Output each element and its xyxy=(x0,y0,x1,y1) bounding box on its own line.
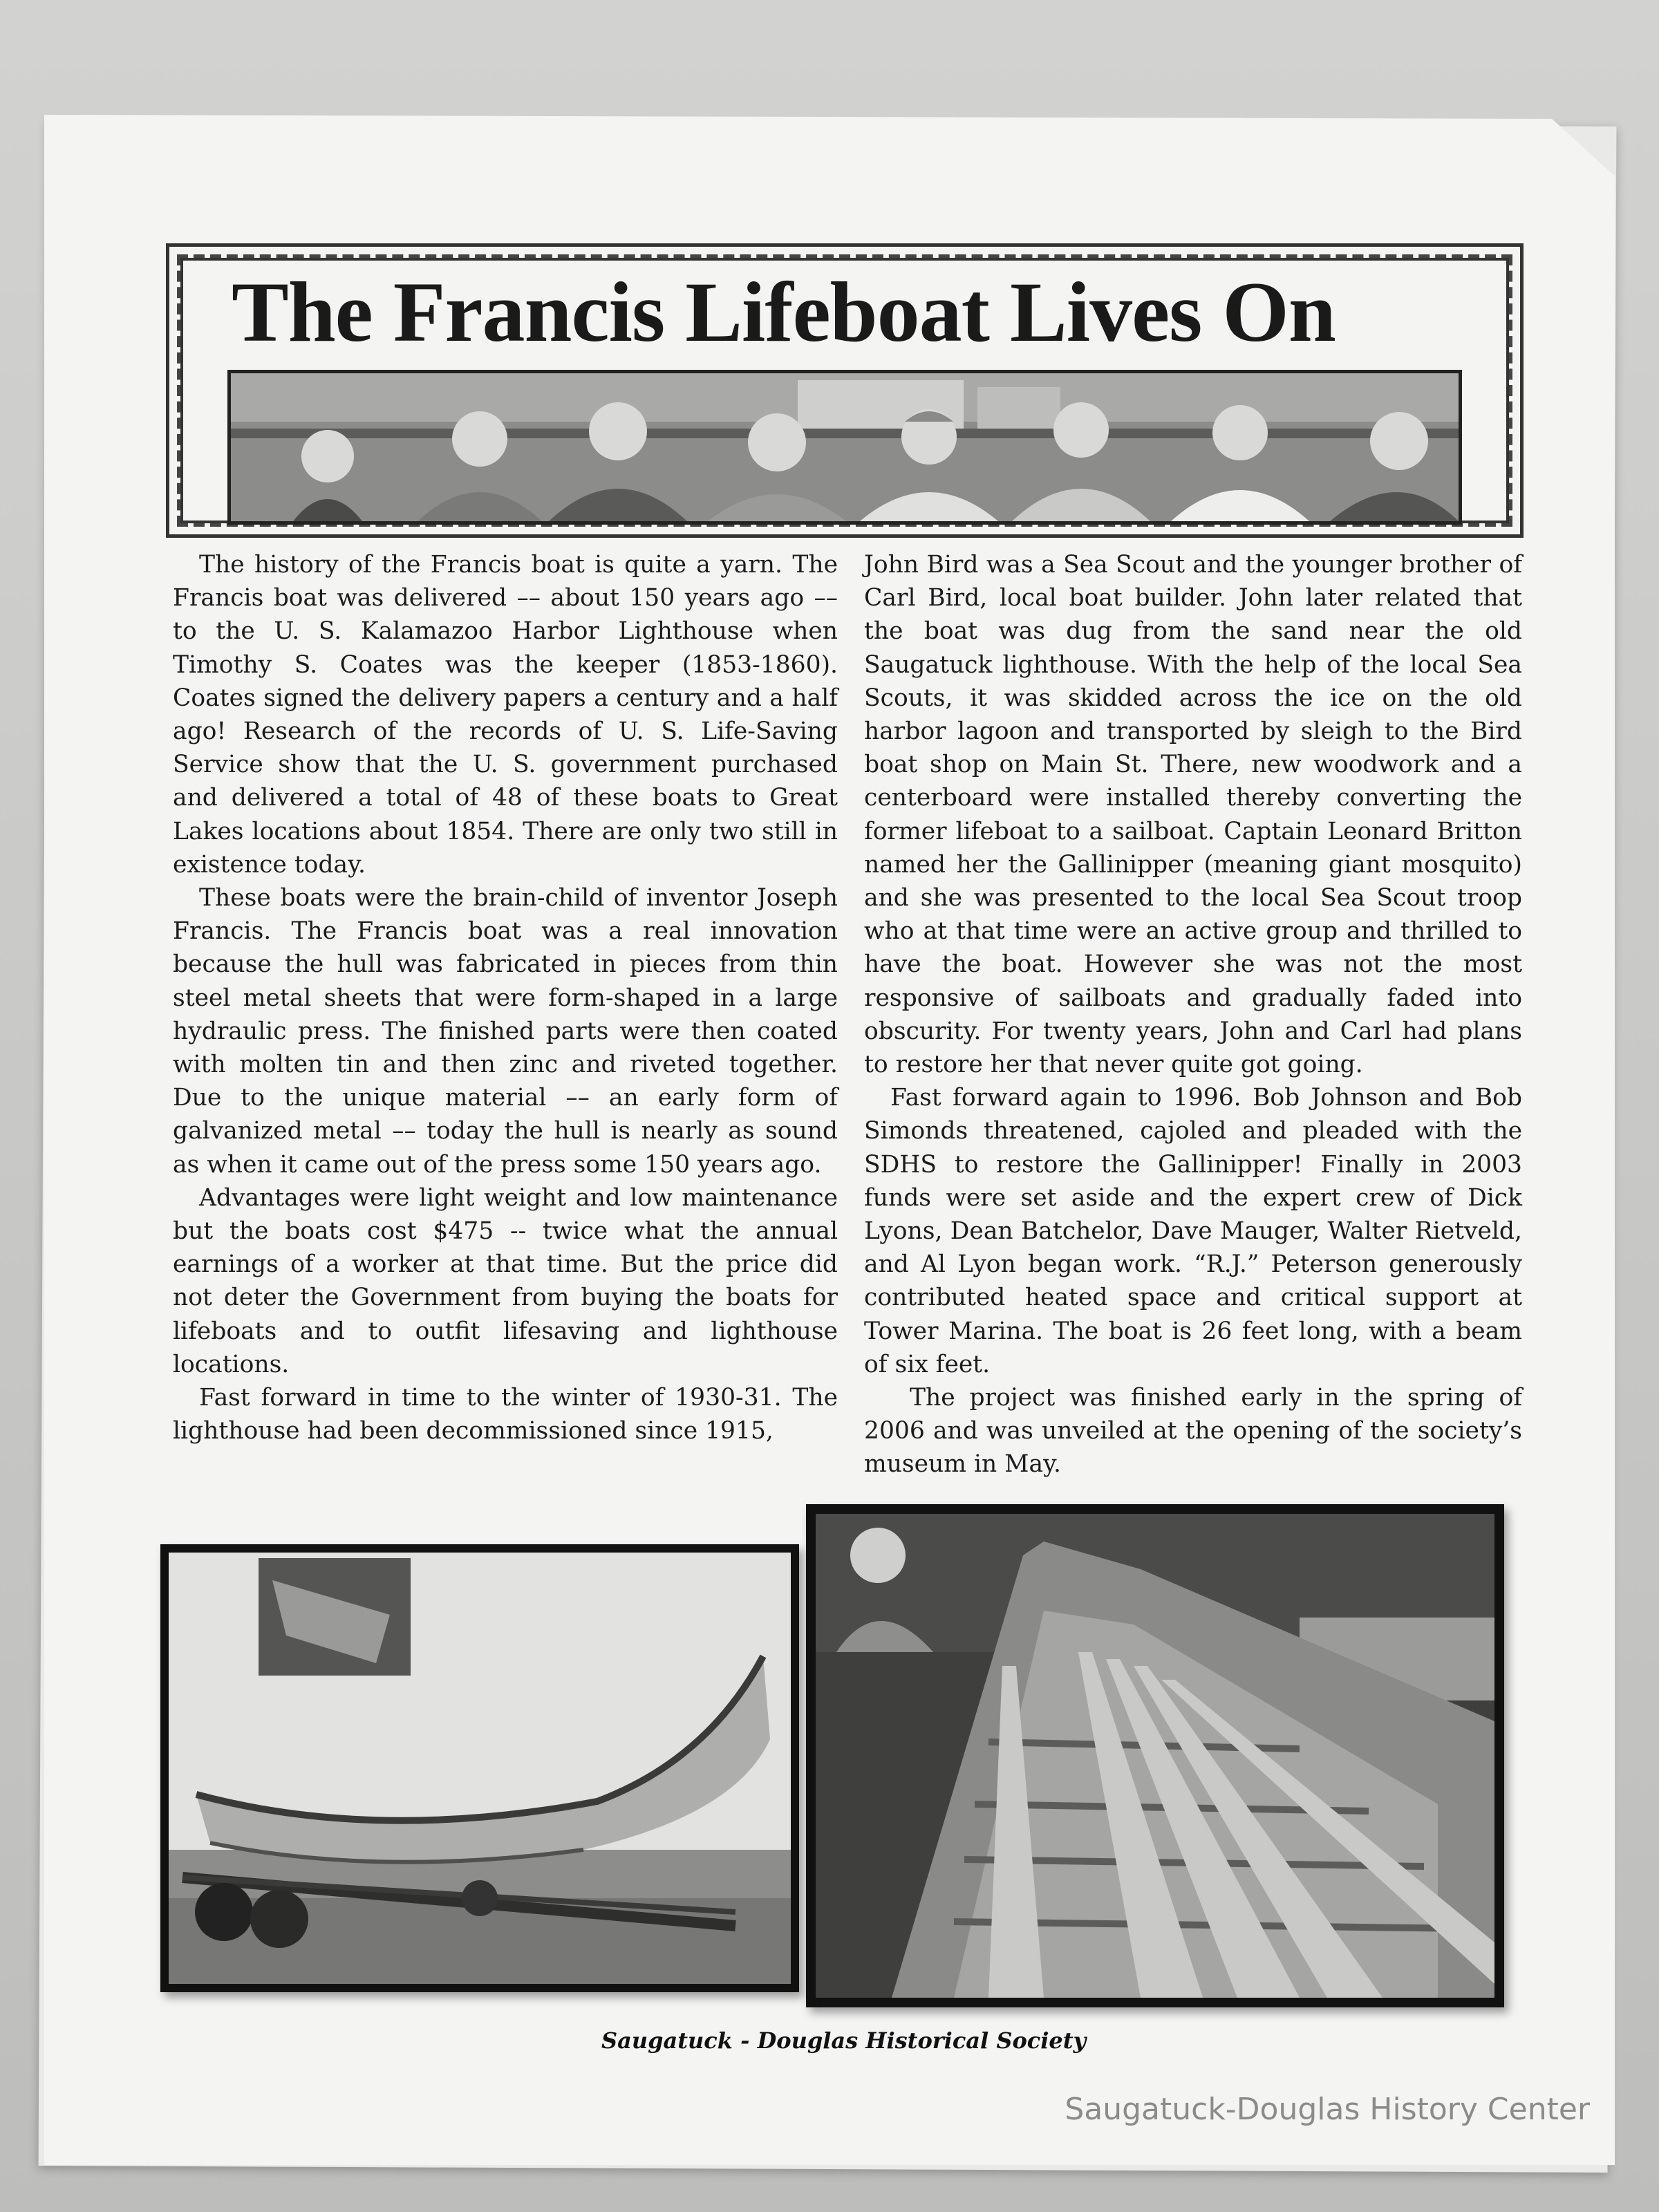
paragraph: John Bird was a Sea Scout and the younger brother of Carl Bird, local boat builder. John later related that the boat was dug from the sand near the old Saugatuck lighthouse. With the help of the local Sea Scouts, it was skidded across the ice on the old harbor lagoon and transported by sleigh to the Bird boat shop on Main St. There, new woodwork and a centerboard were installed thereby converting the former lifeboat to a sailboat. Captain Leonard Britton named her the Gallinipper (meaning giant mosquito) and she was presented to the local Sea Scout troop who at that time were an active group and thrilled to have the boat. However she was not the most responsive of sailboats and gradually faded into obscurity. For twenty years, John and Carl had plans to restore her that never quite got going. xyxy=(864,551,1522,1079)
group-photo xyxy=(227,370,1462,525)
paragraph: Advantages were light weight and low maintenance but the boats cost $475 -- twice what the annual earnings of a worker at that time. But the price did not deter the Government from buying the boats for lifeboats and to outfit lifesaving and lighthouse locations. xyxy=(173,1183,838,1378)
boat-with-oars-icon xyxy=(816,1514,1494,1998)
paragraph: The project was finished early in the spring of 2006 and was unveiled at the opening of the society’s museum in May. xyxy=(864,1384,1522,1479)
paragraph: Fast forward in time to the winter of 1930-31. The lighthouse had been decommissioned since 1915, xyxy=(173,1384,838,1445)
interior-photo xyxy=(816,1514,1494,1998)
paragraph: The history of the Francis boat is quite a yarn. The Francis boat was delivered –– about 150 years ago –– to the U. S. Kalamazoo Harbor Lighthouse when Timothy S. Coates was the keeper (1853-1860). Coates signed the delivery papers a century and a half ago! Research of the records of U. S. Life-Saving Service show that the U. S. government purchased and delivered a total of 48 of these boats to Great Lakes locations about 1854. There are only two still in existence today. xyxy=(173,551,838,879)
interior-photo-frame xyxy=(806,1504,1504,2007)
boat-photo xyxy=(169,1553,791,1984)
article-title: The Francis Lifeboat Lives On xyxy=(232,265,1335,359)
archive-watermark: Saugatuck-Douglas History Center xyxy=(1065,2092,1590,2127)
society-footer: Saugatuck - Douglas Historical Society xyxy=(601,2027,1087,2053)
paragraph: Fast forward again to 1996. Bob Johnson and Bob Simonds threatened, cajoled and pleaded with the SDHS to restore the Gallinipper! Finally in 2003 funds were set aside and the expert crew of Dick Lyons, Dean Batchelor, Dave Mauger, Walter Rietveld, and Al Lyon began work. “R.J.” Peterson generously contributed heated space and critical support at Tower Marina. The boat is 26 feet long, with a beam of six feet. xyxy=(864,1084,1522,1378)
group-photo-icon xyxy=(231,373,1459,521)
lifeboat-on-trailer-icon xyxy=(169,1553,791,1984)
article-column-right xyxy=(864,548,1522,1481)
boat-photo-frame xyxy=(160,1544,799,1992)
article-column-left xyxy=(173,548,838,1447)
masthead-border xyxy=(166,243,1524,538)
paragraph: These boats were the brain-child of inventor Joseph Francis. The Francis boat was a real innovation because the hull was fabricated in pieces from thin steel metal sheets that were form-shaped in a large hydraulic press. The finished parts were then coated with molten tin and then zinc and riveted together. Due to the unique material –– an early form of galvanized metal –– today the hull is nearly as sound as when it came out of the press some 150 years ago. xyxy=(173,884,838,1179)
